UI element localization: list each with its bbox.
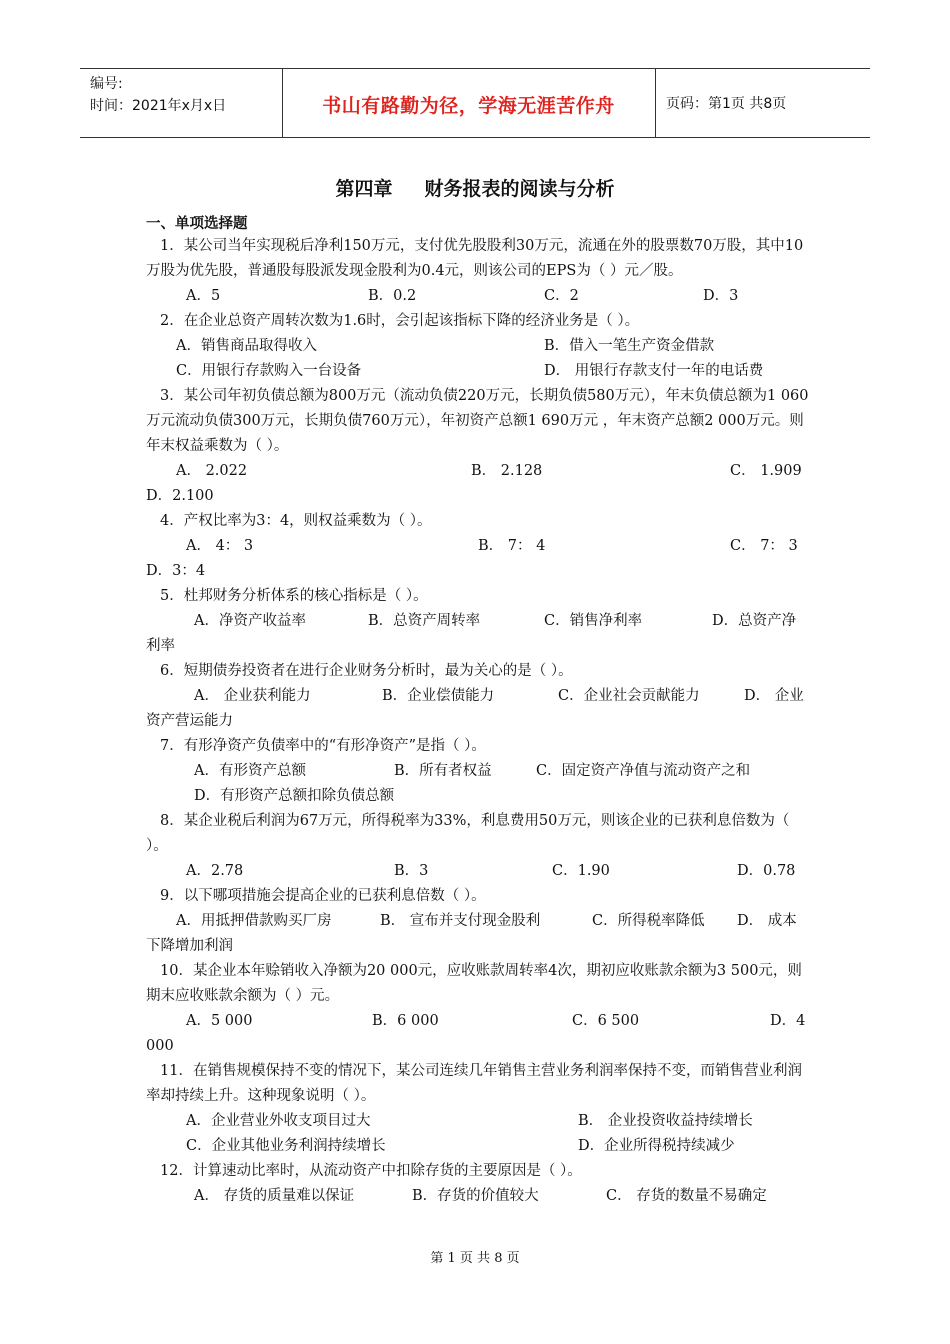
question-3-options	[146, 459, 810, 484]
question-9-options	[146, 909, 810, 934]
question-6: 6．短期债券投资者在进行企业财务分析时，最为关心的是（ ）。	[160, 663, 573, 679]
question-7: 7．有形净资产负债率中的“有形净资产”是指（ ）。	[160, 738, 486, 754]
question-1-options	[146, 284, 810, 309]
option-b: B．所有者权益	[394, 763, 492, 779]
option-a: A． 存货的质量难以保证	[194, 1188, 355, 1204]
question-2: 2．在企业总资产周转次数为1.6时，会引起该指标下降的经济业务是（ ）。	[160, 313, 640, 329]
page-footer: 第 1 页 共 8 页	[430, 1251, 520, 1266]
option-b: B．借入一笔生产资金借款	[544, 338, 715, 354]
question-7-options	[146, 759, 810, 784]
question-9: 9．以下哪项措施会提高企业的已获利息倍数（ ）。	[160, 888, 486, 904]
question-8-options	[146, 859, 810, 884]
question-11-options-row1	[146, 1109, 810, 1134]
chapter-title	[0, 174, 950, 201]
option-c: C．企业社会贡献能力	[558, 688, 700, 704]
option-d: D．3：4	[146, 563, 206, 579]
option-d: D． 用银行存款支付一年的电话费	[544, 363, 764, 379]
header-time-label: 时间：2021年x月x日	[90, 98, 227, 114]
question-10-options	[146, 1009, 810, 1034]
option-d: D．4	[770, 1013, 806, 1029]
question-8: 8．某企业税后利润为67万元，所得税率为33%，利息费用50万元，则该企业的已获利息倍数为（ ）。	[146, 813, 790, 854]
question-12: 12．计算速动比率时，从流动资产中扣除存货的主要原因是（ ）。	[160, 1163, 582, 1179]
page-header	[80, 68, 870, 138]
option-a: A．销售商品取得收入	[176, 338, 317, 354]
question-11: 11．在销售规模保持不变的情况下，某公司连续几年销售主营业务利润率保持不变，而销售营业利润率却持续上升。这种现象说明（ ）。	[146, 1063, 802, 1104]
option-d-continued: 资产营运能力	[146, 713, 233, 729]
option-d: D．总资产净	[712, 613, 797, 629]
option-c: C． 1.909	[730, 463, 802, 479]
option-d: D． 成本	[737, 913, 797, 929]
question-5: 5．杜邦财务分析体系的核心指标是（ ）。	[160, 588, 428, 604]
header-page-info: 页码：第1页 共8页	[666, 96, 787, 112]
question-10: 10．某企业本年赊销收入净额为20 000元，应收账款周转率4次，期初应收账款余额为3 500元，则期末应收账款余额为（ ）元。	[146, 963, 802, 1004]
option-c: C．企业其他业务利润持续增长	[186, 1138, 386, 1154]
option-a: A．净资产收益率	[194, 613, 306, 629]
option-a: A．2.78	[186, 863, 244, 879]
header-meta	[90, 73, 226, 117]
question-2-options-row2	[146, 359, 810, 384]
option-a: A．企业营业外收支项目过大	[186, 1113, 371, 1129]
option-c: C．6 500	[572, 1013, 640, 1029]
option-c: C．销售净利率	[544, 613, 643, 629]
option-d: D．2.100	[146, 488, 214, 504]
option-b: B． 2.128	[471, 463, 543, 479]
option-d: D． 企业	[744, 688, 804, 704]
option-d-continued: 000	[146, 1038, 174, 1054]
option-a: A． 2.022	[176, 463, 248, 479]
question-6-options	[146, 684, 810, 709]
option-c: C．2	[544, 288, 579, 304]
option-a: A．5	[186, 288, 221, 304]
option-d: D．3	[703, 288, 739, 304]
option-b: B． 7： 4	[478, 538, 546, 554]
section-heading: 一、单项选择题	[146, 216, 248, 232]
option-b: B． 宣布并支付现金股利	[380, 913, 541, 929]
option-a: A．用抵押借款购买厂房	[176, 913, 332, 929]
option-c: C．用银行存款购入一台设备	[176, 363, 362, 379]
option-b: B．总资产周转率	[368, 613, 481, 629]
question-4-options	[146, 534, 810, 559]
question-2-options-row1	[146, 334, 810, 359]
option-d: D．企业所得税持续减少	[578, 1138, 735, 1154]
header-divider-right	[655, 69, 656, 137]
option-c: C．固定资产净值与流动资产之和	[536, 763, 751, 779]
question-12-options	[146, 1184, 810, 1209]
chapter-name: 财务报表的阅读与分析	[424, 178, 615, 200]
option-c: C． 7： 3	[730, 538, 798, 554]
option-b: B．企业偿债能力	[382, 688, 495, 704]
option-a: A． 企业获利能力	[194, 688, 311, 704]
option-b: B．3	[394, 863, 429, 879]
option-c: C．1.90	[552, 863, 610, 879]
option-c: C．所得税率降低	[592, 913, 705, 929]
option-b: B．6 000	[372, 1013, 439, 1029]
question-1: 1．某公司当年实现税后净利150万元，支付优先股股利30万元，流通在外的股票数70万股，其中10万股为优先股，普通股每股派发现金股利为0.4元，则该公司的EPS为（ ）元／股。	[146, 238, 804, 279]
option-a: A． 4： 3	[186, 538, 254, 554]
question-4: 4．产权比率为3：4，则权益乘数为（ ）。	[160, 513, 432, 529]
question-7-options-row2	[146, 784, 810, 809]
option-b: B． 企业投资收益持续增长	[578, 1113, 753, 1129]
chapter-number: 第四章	[335, 178, 393, 200]
question-3: 3．某公司年初负债总额为800万元（流动负债220万元，长期负债580万元），年末负债总额为1 060万元流动负债300万元，长期负债760万元），年初资产总额1 690万元 ，年末资产总额2 000万元。则年末权益乘数为（ ）。	[146, 388, 809, 454]
option-d-continued: 利率	[146, 638, 175, 654]
header-code-label: 编号:	[90, 76, 123, 92]
option-b: B．存货的价值较大	[412, 1188, 539, 1204]
option-b: B．0.2	[368, 288, 417, 304]
option-d-continued: 下降增加利润	[146, 938, 233, 954]
question-11-options-row2	[146, 1134, 810, 1159]
header-motto: 书山有路勤为径，学海无涯苦作舟	[322, 95, 615, 117]
option-a: A．5 000	[186, 1013, 253, 1029]
option-c: C． 存货的数量不易确定	[606, 1188, 767, 1204]
option-d: D．0.78	[737, 863, 796, 879]
question-list	[146, 234, 810, 1209]
option-a: A．有形资产总额	[194, 763, 306, 779]
question-5-options	[146, 609, 810, 634]
option-d: D．有形资产总额扣除负债总额	[194, 788, 395, 804]
